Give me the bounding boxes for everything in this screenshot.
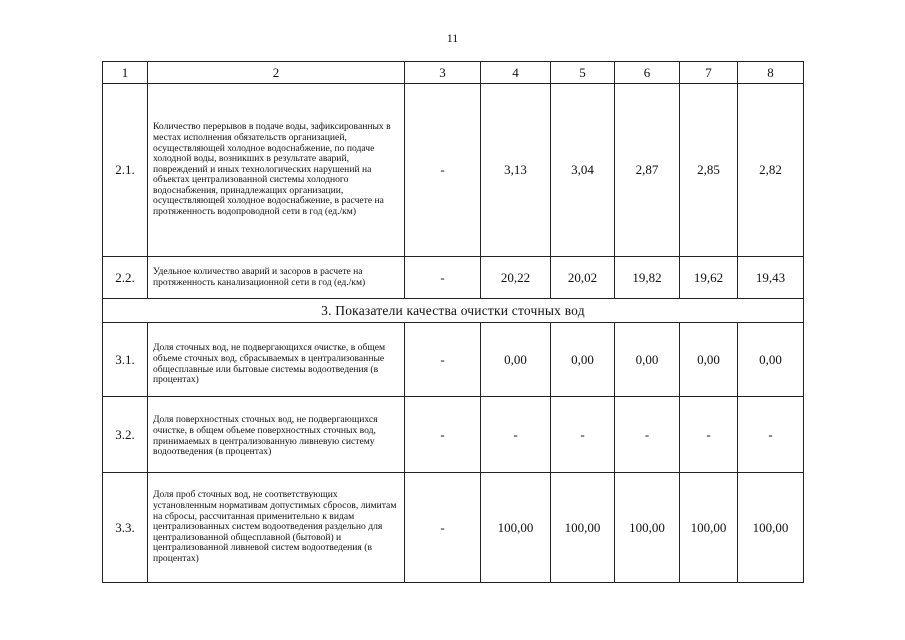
row-value: 0,00 — [551, 323, 615, 397]
row-number: 3.2. — [103, 397, 148, 473]
row-value: - — [738, 397, 804, 473]
row-value: - — [405, 84, 481, 257]
column-header: 7 — [680, 62, 738, 84]
row-value: 0,00 — [738, 323, 804, 397]
row-value: 100,00 — [551, 473, 615, 583]
row-value: 3,13 — [481, 84, 551, 257]
row-description: Удельное количество аварий и засоров в расчете на протяженность канализационной сети в год (ед./км) — [148, 257, 405, 299]
column-number-row — [103, 62, 804, 84]
row-value: - — [551, 397, 615, 473]
row-value: - — [405, 473, 481, 583]
column-header: 5 — [551, 62, 615, 84]
row-description: Доля сточных вод, не подвергающихся очистке, в общем объеме сточных вод, сбрасываемых в централизованные общесплавные или бытовые системы водоотведения (в процентах) — [148, 323, 405, 397]
column-header: 4 — [481, 62, 551, 84]
row-value: - — [405, 397, 481, 473]
section-heading-row — [103, 299, 804, 323]
row-value: 100,00 — [615, 473, 680, 583]
row-value: - — [615, 397, 680, 473]
column-header: 1 — [103, 62, 148, 84]
row-number: 3.3. — [103, 473, 148, 583]
row-value: 20,02 — [551, 257, 615, 299]
row-value: 0,00 — [615, 323, 680, 397]
table-row — [103, 397, 804, 473]
row-description: Доля поверхностных сточных вод, не подвергающихся очистке, в общем объеме поверхностных сточных вод, принимаемых в централизованную ливневую систему водоотведения (в процентах) — [148, 397, 405, 473]
row-value: 0,00 — [680, 323, 738, 397]
row-value: - — [680, 397, 738, 473]
column-header: 6 — [615, 62, 680, 84]
row-value: 2,85 — [680, 84, 738, 257]
row-value: - — [405, 257, 481, 299]
table-row — [103, 84, 804, 257]
column-header: 8 — [738, 62, 804, 84]
row-value: - — [405, 323, 481, 397]
column-header: 2 — [148, 62, 405, 84]
row-value: 100,00 — [738, 473, 804, 583]
row-value: 2,82 — [738, 84, 804, 257]
indicators-table — [102, 61, 804, 583]
row-number: 2.1. — [103, 84, 148, 257]
row-number: 3.1. — [103, 323, 148, 397]
row-value: 20,22 — [481, 257, 551, 299]
table-row — [103, 257, 804, 299]
row-description: Доля проб сточных вод, не соответствующих установленным нормативам допустимых сбросов, лимитам на сбросы, рассчитанная применительно к видам централизованных систем водоотведения раздельно для централизованной общесплавной (бытовой) и централизованной ливневой систем водоотведения (в процентах) — [148, 473, 405, 583]
table-row — [103, 323, 804, 397]
row-number: 2.2. — [103, 257, 148, 299]
section-title: 3. Показатели качества очистки сточных вод — [103, 299, 804, 323]
row-value: 19,82 — [615, 257, 680, 299]
row-value: 100,00 — [680, 473, 738, 583]
page-number: 11 — [446, 31, 459, 45]
table-row — [103, 473, 804, 583]
row-value: 19,43 — [738, 257, 804, 299]
row-value: 19,62 — [680, 257, 738, 299]
row-value: - — [481, 397, 551, 473]
row-value: 0,00 — [481, 323, 551, 397]
column-header: 3 — [405, 62, 481, 84]
row-value: 100,00 — [481, 473, 551, 583]
row-description: Количество перерывов в подаче воды, зафиксированных в местах исполнения обязательств организацией, осуществляющей холодное водоснабжение, по подаче холодной воды, возникших в результате аварий, повреждений и иных технологических нарушений на объектах централизованной системы холодного водоснабжения, принадлежащих организации, осуществляющей холодное водоснабжение, в расчете на протяженность водопроводной сети в год (ед./км) — [148, 84, 405, 257]
row-value: 2,87 — [615, 84, 680, 257]
row-value: 3,04 — [551, 84, 615, 257]
